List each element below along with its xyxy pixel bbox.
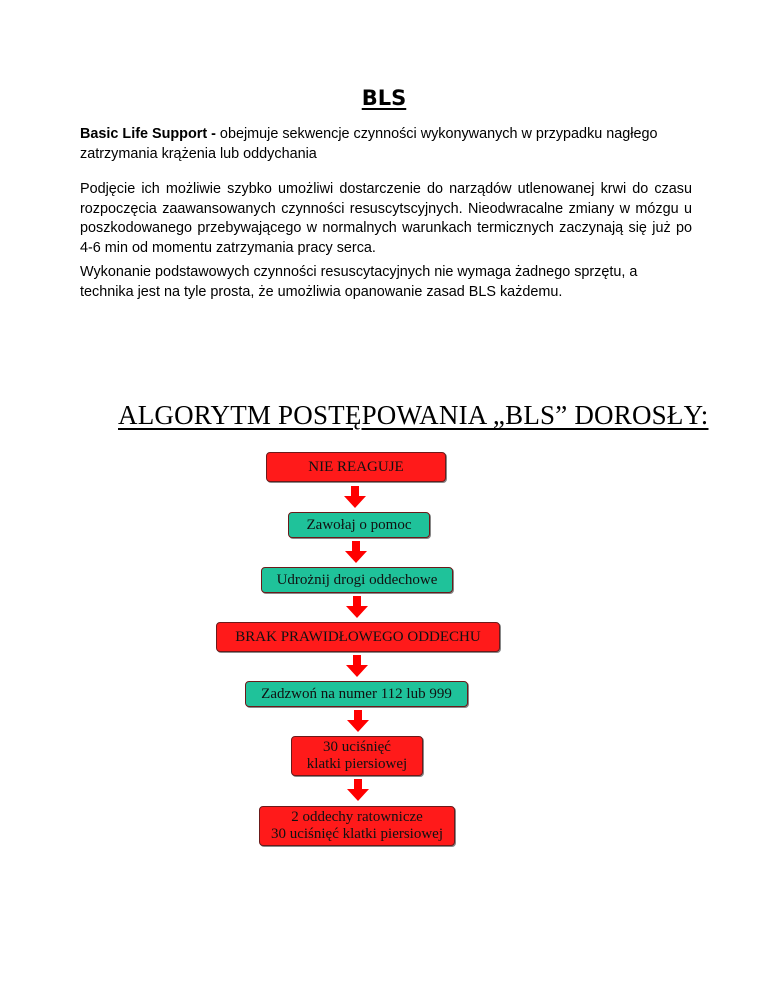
step-call-for-help-label: Zawołaj o pomoc [306,516,412,533]
page-title: BLS [361,86,407,110]
step-call-for-help [288,512,430,538]
step-no-response [266,452,446,482]
step-chest-compressions [291,736,423,776]
arrow-down-icon [345,541,367,563]
step-no-response-label: NIE REAGUJE [308,458,404,475]
technique-paragraph: Wykonanie podstawowych czynności resuscytacyjnych nie wymaga żadnego sprzętu, a technika jest na tyle prosta, że umożliwia opanowanie zasad BLS każdemu. [80,264,638,300]
intro-term: Basic Life Support - [80,126,216,142]
step-chest-compressions-line1: 30 uciśnięć [323,739,391,755]
intro-paragraph [80,125,692,164]
step-breaths-and-compressions [259,806,455,846]
step-breaths-line2: 30 uciśnięć klatki piersiowej [270,826,444,842]
step-no-breathing-label: BRAK PRAWIDŁOWEGO ODDECHU [235,628,481,645]
step-no-breathing [216,622,500,652]
intro-definition: obejmuje sekwencje czynności wykonywanych w przypadku nagłego zatrzymania krążenia lub oddychania [80,126,658,162]
step-call-emergency-label: Zadzwoń na numer 112 lub 999 [261,685,452,702]
importance-paragraph: Podjęcie ich możliwie szybko umożliwi dostarczenie do narządów utlenowanej krwi do czasu rozpoczęcia zaawansowanych czynności resuscytscyjnych. Nieodwracalne zmiany w mózgu u poszkodowanego przebywającego w normalnych warunkach termicznych zaczynają się już po 4-6 min od momentu zatrzymania pracy serca. [80,181,692,256]
step-open-airway-label: Udrożnij drogi oddechowe [276,571,438,588]
step-chest-compressions-line2: klatki piersiowej [306,756,408,772]
arrow-down-icon [346,655,368,677]
step-open-airway [261,567,453,593]
algorithm-heading: ALGORYTM POSTĘPOWANIA „BLS” DOROSŁY: [118,400,709,430]
arrow-down-icon [344,486,366,508]
arrow-down-icon [347,710,369,732]
step-breaths-line1: 2 oddechy ratownicze [291,809,423,825]
arrow-down-icon [347,779,369,801]
step-call-emergency [245,681,468,707]
arrow-down-icon [346,596,368,618]
